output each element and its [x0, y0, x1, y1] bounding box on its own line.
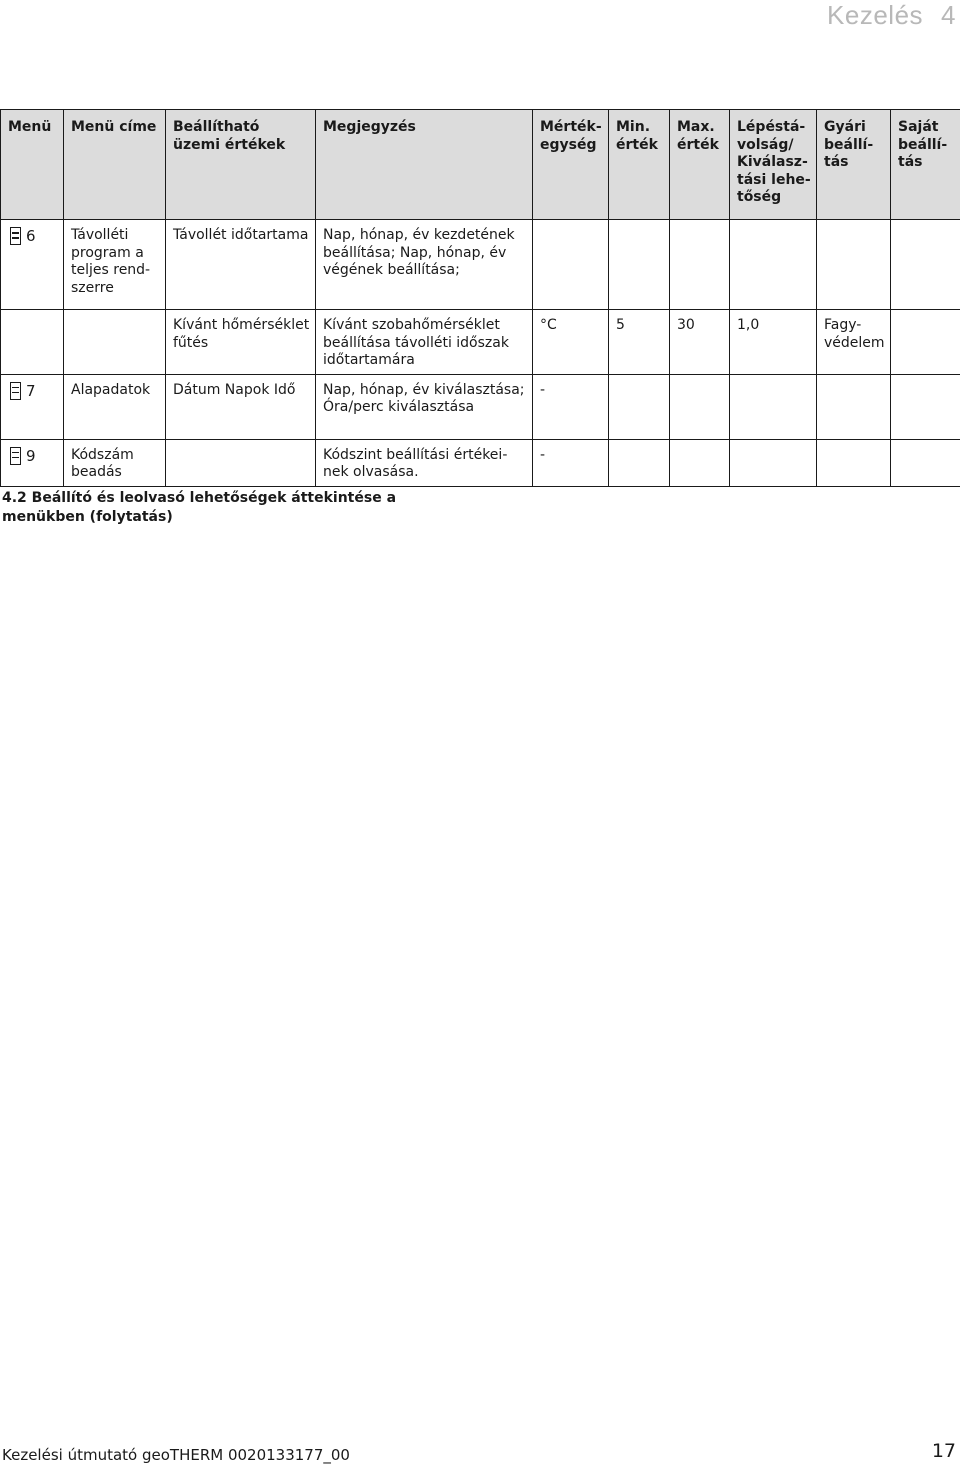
- unit-cell: °C: [533, 310, 609, 375]
- own-cell: [891, 374, 960, 439]
- factory-cell: [817, 439, 891, 486]
- page-number: 17: [931, 1440, 956, 1462]
- header-max: Max. érték: [670, 110, 730, 220]
- header-menu: Menü: [1, 110, 64, 220]
- unit-cell: [533, 220, 609, 310]
- max-cell: 30: [670, 310, 730, 375]
- min-cell: [609, 220, 670, 310]
- step-cell: [730, 220, 817, 310]
- note-cell: Nap, hónap, év kezdetének beállítása; Nap, hónap, év végének beállítása;: [316, 220, 533, 310]
- table-row: [1, 220, 960, 310]
- min-cell: [609, 439, 670, 486]
- menu-cell: [1, 310, 64, 375]
- menu-list-icon: [10, 447, 21, 465]
- step-cell: 1,0: [730, 310, 817, 375]
- header-factory: Gyári beállí-tás: [817, 110, 891, 220]
- menu-list-icon: [10, 382, 21, 400]
- adjustable-cell: Dátum Napok Idő: [166, 374, 316, 439]
- step-cell: [730, 374, 817, 439]
- max-cell: [670, 374, 730, 439]
- header-menu-title: Menü címe: [64, 110, 166, 220]
- header-step: Lépéstá-volság/ Kiválasz-tási lehe-tőség: [730, 110, 817, 220]
- chapter-header: [827, 0, 956, 30]
- menu-title-cell: Távolléti program a teljes rend-szerre: [64, 220, 166, 310]
- menu-cell: [1, 439, 64, 486]
- menu-list-icon: [10, 227, 21, 245]
- menu-number: 7: [26, 381, 36, 400]
- factory-cell: [817, 374, 891, 439]
- header-min: Min. érték: [609, 110, 670, 220]
- table-row: [1, 310, 960, 375]
- factory-cell: [817, 220, 891, 310]
- table-caption: 4.2 Beállító és leolvasó lehetőségek áttekintése a menükben (folytatás): [2, 490, 397, 525]
- note-cell: Nap, hónap, év kiválasztása; Óra/perc kiválasztása: [316, 374, 533, 439]
- chapter-title: Kezelés: [827, 0, 924, 30]
- menu-title-cell: Kódszám beadás: [64, 439, 166, 486]
- note-cell: Kívánt szobahőmérséklet beállítása távolléti időszak időtartamára: [316, 310, 533, 375]
- min-cell: 5: [609, 310, 670, 375]
- max-cell: [670, 439, 730, 486]
- adjustable-cell: Távollét időtartama: [166, 220, 316, 310]
- max-cell: [670, 220, 730, 310]
- menu-title-cell: [64, 310, 166, 375]
- menu-title-cell: Alapadatok: [64, 374, 166, 439]
- settings-table: [0, 109, 960, 487]
- unit-cell: -: [533, 374, 609, 439]
- header-adjustable: Beállítható üzemi értékek: [166, 110, 316, 220]
- own-cell: [891, 439, 960, 486]
- min-cell: [609, 374, 670, 439]
- menu-cell: [1, 374, 64, 439]
- adjustable-cell: Kívánt hőmérséklet fűtés: [166, 310, 316, 375]
- own-cell: [891, 220, 960, 310]
- menu-number: 6: [26, 227, 36, 245]
- menu-cell: [1, 220, 64, 310]
- table-row: [1, 374, 960, 439]
- table-header-row: [1, 110, 960, 220]
- factory-cell: Fagy-védelem: [817, 310, 891, 375]
- table-row: [1, 439, 960, 486]
- own-cell: [891, 310, 960, 375]
- unit-cell: -: [533, 439, 609, 486]
- adjustable-cell: [166, 439, 316, 486]
- chapter-number: 4: [941, 0, 956, 30]
- header-note: Megjegyzés: [316, 110, 533, 220]
- header-unit: Mérték-egység: [533, 110, 609, 220]
- menu-number: 9: [26, 446, 36, 465]
- header-own: Saját beállí-tás: [891, 110, 960, 220]
- step-cell: [730, 439, 817, 486]
- footer-document-title: Kezelési útmutató geoTHERM 0020133177_00: [2, 1446, 350, 1464]
- note-cell: Kódszint beállítási értékei-nek olvasása.: [316, 439, 533, 486]
